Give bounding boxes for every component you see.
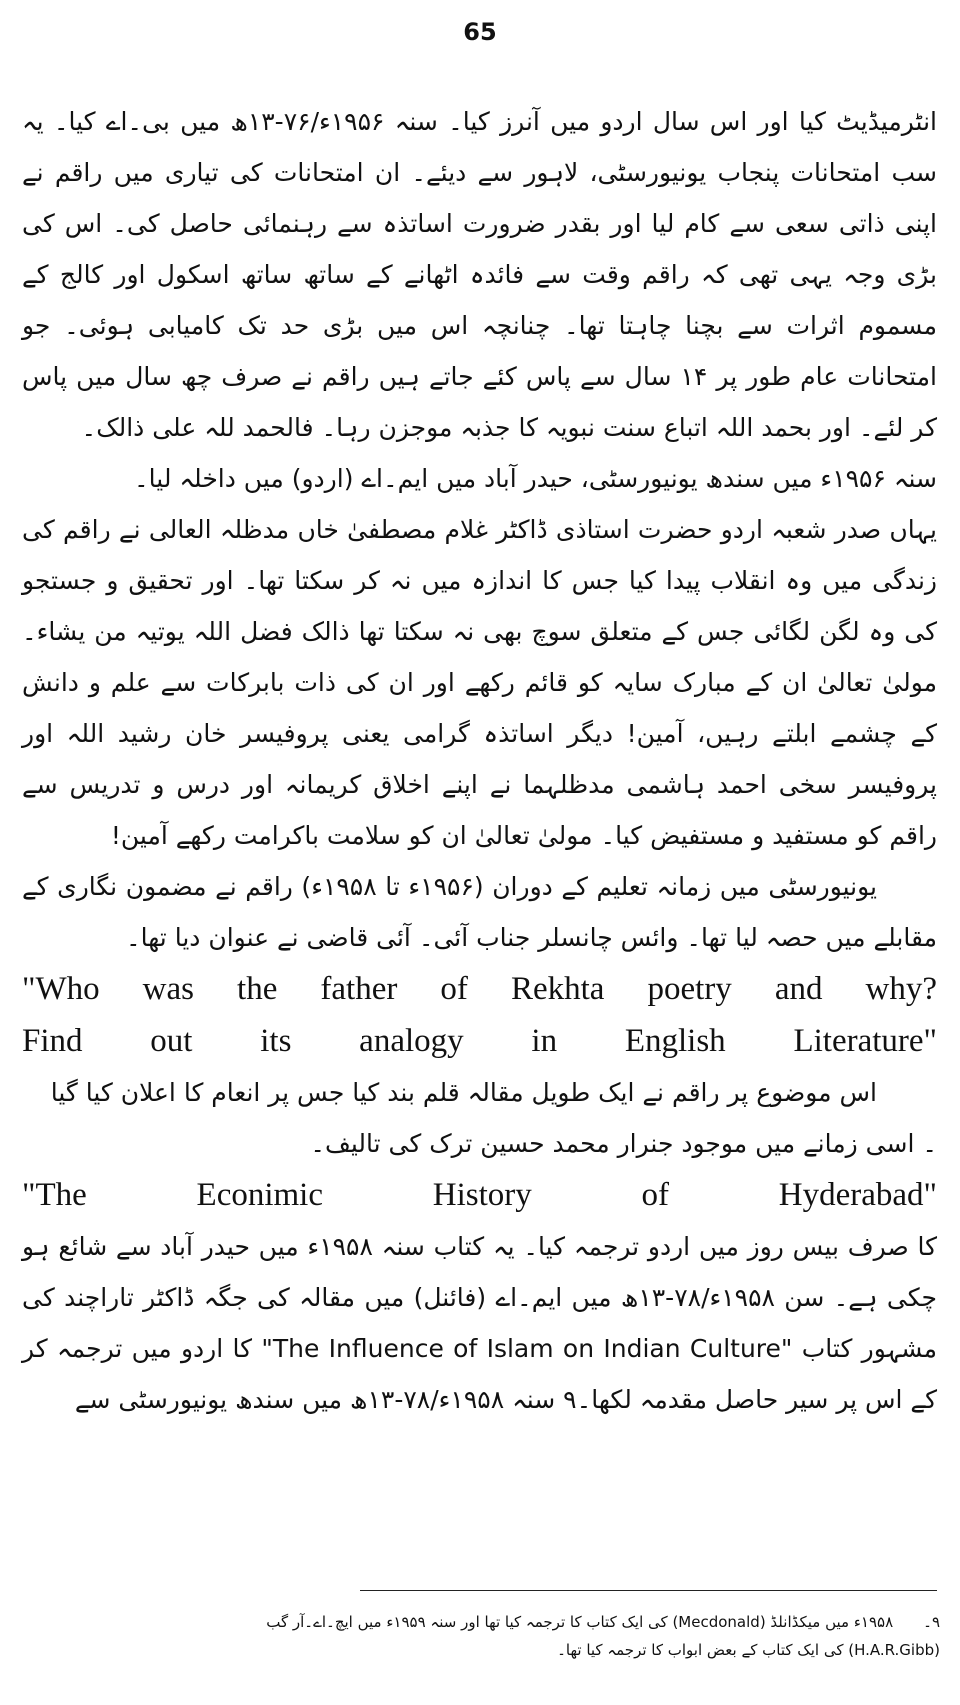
main-text (22, 96, 937, 1425)
footnote-number: ۹۔ (923, 1613, 940, 1631)
paragraph-4: یونیورسٹی میں زمانہ تعلیم کے دوران (۱۹۵۶ء تا ۱۹۵۸ء) راقم نے مضمون نگاری کے مقابلے میں حصہ لیا تھا۔ وائس چانسلر جناب آئی۔ آئی قاضی نے عنوان دیا تھا۔ (22, 872, 937, 952)
footnote-line-2: (H.A.R.Gibb) کی ایک کتاب کے بعض ابواب کا ترجمہ کیا تھا۔ (557, 1641, 940, 1659)
paragraph-2: سنہ ۱۹۵۶ء میں سندھ یونیورسٹی، حیدر آباد میں ایم۔اے (اردو) میں داخلہ لیا۔ (134, 464, 937, 493)
english-quote-1-line-1: "Who was the father of Rekhta poetry and why? (22, 971, 937, 1007)
footnote-line-1: ۱۹۵۸ء میں میکڈانلڈ (Mecdonald) کی ایک کتاب کا ترجمہ کیا تھا اور سنہ ۱۹۵۹ء میں ایچ۔اے۔آر گب (266, 1613, 894, 1631)
paragraph-after-quote-1: اس موضوع پر راقم نے ایک طویل مقالہ قلم بند کیا جس پر انعام کا اعلان کیا گیا (50, 1078, 877, 1107)
paragraph-before-quote-2: ۔ اسی زمانے میں موجود جنرار محمد حسین ترک کی تالیف۔ (310, 1129, 937, 1158)
english-quote-2: "The Econimic History of Hyderabad" (22, 1177, 937, 1213)
english-quote-1-line-2: Find out its analogy in English Literature" (22, 1023, 937, 1059)
paragraph-1: انٹرمیڈیٹ کیا اور اس سال اردو میں آنرز کیا۔ سنہ ۱۹۵۶ء/۷۶-۱۳ھ میں بی۔اے کیا۔ یہ سب امتحانات پنجاب یونیورسٹی، لاہور سے دیئے۔ ان امتحانات کی تیاری میں راقم نے اپنی ذاتی سعی سے کام لیا اور بقدر ضرورت اساتذہ سے رہنمائی حاصل کی۔ اس کی بڑی وجہ یہی تھی کہ راقم وقت سے فائدہ اٹھانے کے ساتھ ساتھ اسکول اور کالج کے مسموم اثرات سے بچنا چاہتا تھا۔ چنانچہ اس میں بڑی حد تک کامیابی ہوئی۔ جو امتحانات عام طور پر ۱۴ سال سے پاس کئے جاتے ہیں راقم نے صرف چھ سال میں پاس کر لئے۔ اور بحمد اللہ اتباع سنت نبویہ کا جذبہ موجزن رہا۔ فالحمد للہ علی ذالک۔ (22, 107, 937, 442)
paragraph-final: کا صرف بیس روز میں اردو ترجمہ کیا۔ یہ کتاب سنہ ۱۹۵۸ء میں حیدر آباد سے شائع ہو چکی ہے۔ سن ۱۹۵۸ء/۷۸-۱۳ھ میں ایم۔اے (فائنل) میں مقالہ کی جگہ ڈاکٹر تاراچند کی مشہور کتاب "The Influence of Islam on Indian Culture" کا اردو میں ترجمہ کر کے اس پر سیر حاصل مقدمہ لکھا۔۹ سنہ ۱۹۵۸ء/۷۸-۱۳ھ میں سندھ یونیورسٹی سے (22, 1232, 937, 1414)
page-number: 65 (463, 18, 497, 46)
footnote (40, 1608, 940, 1664)
footnote-divider (360, 1590, 937, 1591)
paragraph-3: یہاں صدر شعبہ اردو حضرت استاذی ڈاکٹر غلام مصطفیٰ خاں مدظلہ العالی نے راقم کی زندگی میں وہ انقلاب پیدا کیا جس کا اندازہ میں نہ کر سکتا تھا۔ اور تحقیق و جستجو کی وہ لگن لگائی جس کے متعلق سوچ بھی نہ سکتا تھا ذالک فضل اللہ یوتیہ من یشاء۔ مولیٰ تعالیٰ ان کے مبارک سایہ کو قائم رکھے اور ان کی ذات بابرکات سے علم و دانش کے چشمے ابلتے رہیں، آمین! دیگر اساتذہ گرامی یعنی پروفیسر خان رشید اللہ اور پروفیسر سخی احمد ہاشمی مدظلہما نے اپنے اخلاق کریمانہ اور درس و تدریس سے راقم کو مستفید و مستفیض کیا۔ مولیٰ تعالیٰ ان کو سلامت باکرامت رکھے آمین! (22, 515, 937, 850)
